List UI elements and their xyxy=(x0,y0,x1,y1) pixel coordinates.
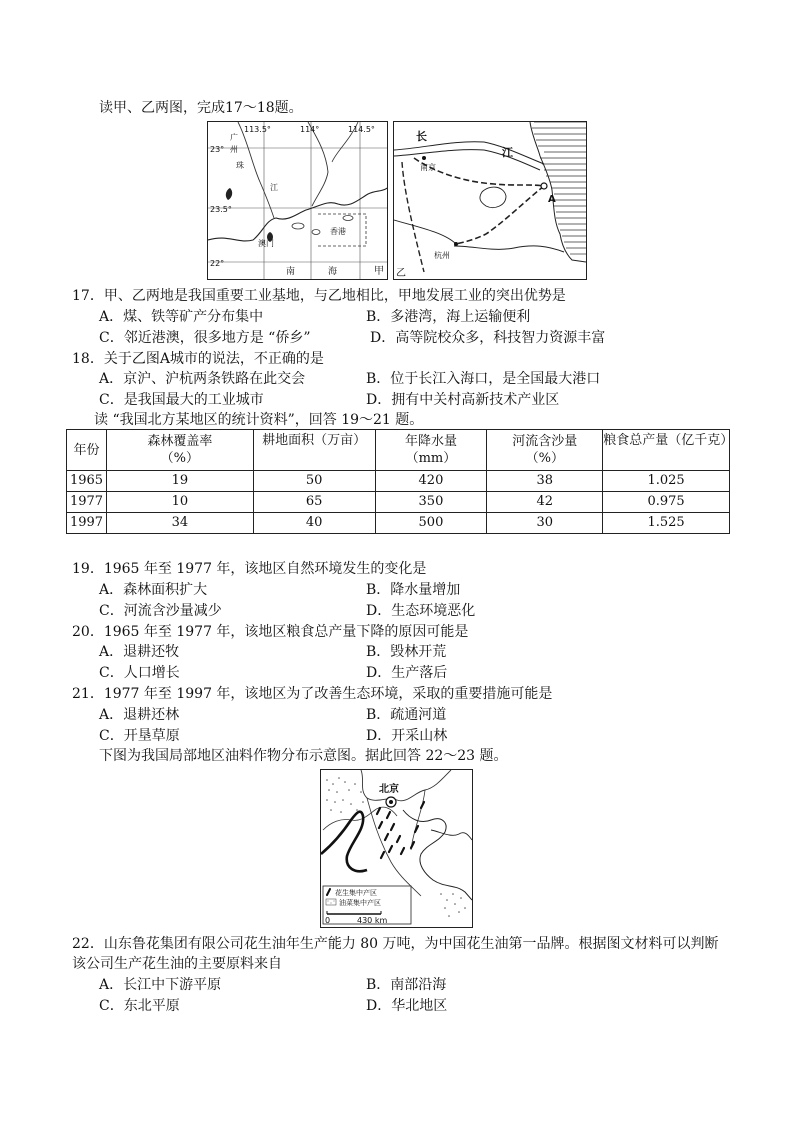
q18-stem: 18．关于乙图A城市的说法，不正确的是 xyxy=(72,351,324,367)
table-cell: 40 xyxy=(253,513,375,534)
q19-option-a[interactable]: A．森林面积扩大 xyxy=(99,582,208,598)
map-jia-lon3: 114.5° xyxy=(348,125,375,134)
q18-option-d[interactable]: D．拥有中关村高新技术产业区 xyxy=(366,392,560,408)
q21-option-a[interactable]: A．退耕还林 xyxy=(99,707,180,723)
table-cell: 420 xyxy=(375,471,487,492)
map-jia-lat1: 23° xyxy=(210,145,225,154)
table-header-row xyxy=(67,430,730,471)
q20-option-d[interactable]: D．生产落后 xyxy=(366,665,448,681)
intro-22-23: 下图为我国局部地区油料作物分布示意图。据此回答 22～23 题。 xyxy=(99,748,508,764)
table-cell: 34 xyxy=(106,513,253,534)
table-row xyxy=(67,492,730,513)
map-jia-guang: 广 xyxy=(230,133,238,142)
table-cell: 500 xyxy=(375,513,487,534)
q22-option-c[interactable]: C．东北平原 xyxy=(99,998,180,1014)
q17-option-c[interactable]: C．邻近港澳，很多地方是 “侨乡” xyxy=(99,330,311,346)
map-oil-beijing: 北京 xyxy=(379,784,399,795)
table-header-cell: 河流含沙量 （%） xyxy=(487,430,603,471)
q21-option-b[interactable]: B．疏通河道 xyxy=(366,707,447,723)
map-jia-hai: 海 xyxy=(328,267,338,277)
q19-stem: 19．1965 年至 1977 年，该地区自然环境发生的变化是 xyxy=(72,561,427,577)
map-yi-jiang: 江 xyxy=(502,146,513,159)
table-header-cell: 年份 xyxy=(67,430,107,471)
table-row xyxy=(67,513,730,534)
map-jia-zhu: 珠 xyxy=(236,161,244,170)
table-row xyxy=(67,471,730,492)
map-yi-a: A xyxy=(548,194,556,205)
map-jia-zhou: 州 xyxy=(230,145,238,154)
table-cell: 30 xyxy=(487,513,603,534)
q19-option-c[interactable]: C．河流含沙量减少 xyxy=(99,603,222,619)
map-jia-lat3: 22° xyxy=(210,259,225,268)
map-yi xyxy=(393,121,587,280)
table-cell: 38 xyxy=(487,471,603,492)
q17-option-b[interactable]: B．多港湾，海上运输便利 xyxy=(366,309,531,325)
q22-option-b[interactable]: B．南部沿海 xyxy=(366,977,447,993)
q19-option-d[interactable]: D．生态环境恶化 xyxy=(366,603,476,619)
q20-option-a[interactable]: A．退耕还牧 xyxy=(99,644,180,660)
table-cell: 10 xyxy=(106,492,253,513)
q17-option-d[interactable]: D．高等院校众多，科技智力资源丰富 xyxy=(370,330,606,346)
q22-stem-line1: 22．山东鲁花集团有限公司花生油年生产能力 80 万吨，为中国花生油第一品牌。根据图文材料可以判断 xyxy=(72,936,719,952)
q21-option-c[interactable]: C．开垦草原 xyxy=(99,728,180,744)
table-cell: 1.525 xyxy=(603,513,730,534)
table-cell: 1.025 xyxy=(603,471,730,492)
table-cell: 19 xyxy=(106,471,253,492)
table-cell: 1965 xyxy=(67,471,107,492)
q17-stem: 17．甲、乙两地是我国重要工业基地，与乙地相比，甲地发展工业的突出优势是 xyxy=(72,288,566,304)
table-cell: 50 xyxy=(253,471,375,492)
map-yi-label: 乙 xyxy=(396,268,406,279)
table-header-cell: 年降水量 （mm） xyxy=(375,430,487,471)
q17-option-a[interactable]: A．煤、铁等矿产分布集中 xyxy=(99,309,264,325)
table-header-cell: 森林覆盖率 （%） xyxy=(106,430,253,471)
map-jia-lat2: 23.5° xyxy=(210,205,232,214)
table-cell: 1997 xyxy=(67,513,107,534)
map-yi-chang: 长 xyxy=(416,130,427,143)
q20-option-b[interactable]: B．毁林开荒 xyxy=(366,644,447,660)
table-cell: 42 xyxy=(487,492,603,513)
stats-table xyxy=(66,429,734,534)
table-header-cell: 耕地面积（万亩） xyxy=(253,430,375,471)
q18-option-a[interactable]: A．京沪、沪杭两条铁路在此交会 xyxy=(99,371,306,387)
scale-value: 430 km xyxy=(357,916,388,925)
table-cell: 65 xyxy=(253,492,375,513)
map-jia-xianggang: 香港 xyxy=(330,227,346,236)
map-jia-aomen: 澳门 xyxy=(258,239,274,248)
q22-stem-line2: 该公司生产花生油的主要原料来自 xyxy=(72,956,282,972)
q21-stem: 21．1977 年至 1997 年，该地区为了改善生态环境，采取的重要措施可能是 xyxy=(72,686,553,702)
map-jia-lon2: 114° xyxy=(300,125,320,134)
q21-option-d[interactable]: D．开采山林 xyxy=(366,728,448,744)
map-jia xyxy=(207,121,388,280)
map-jia-nan: 南 xyxy=(286,267,296,277)
q20-stem: 20．1965 年至 1977 年，该地区粮食总产量下降的原因可能是 xyxy=(72,624,469,640)
legend-rapeseed-label: 油菜集中产区 xyxy=(339,899,381,907)
map-yi-hangzhou: 杭州 xyxy=(434,251,450,260)
map-jia-label: 甲 xyxy=(374,266,384,277)
q22-option-a[interactable]: A．长江中下游平原 xyxy=(99,977,222,993)
table-cell: 350 xyxy=(375,492,487,513)
legend-peanut-label: 花生集中产区 xyxy=(335,889,377,897)
intro-19-21: 读 “我国北方某地区的统计资料”，回答 19～21 题。 xyxy=(94,412,424,428)
intro-17-18: 读甲、乙两图，完成17～18题。 xyxy=(99,100,303,116)
q20-option-c[interactable]: C．人口增长 xyxy=(99,665,180,681)
q18-option-c[interactable]: C．是我国最大的工业城市 xyxy=(99,392,264,408)
q18-option-b[interactable]: B．位于长江入海口，是全国最大港口 xyxy=(366,371,601,387)
table-cell: 1977 xyxy=(67,492,107,513)
table-header-cell: 粮食总产量（亿千克） xyxy=(603,430,730,471)
q22-option-d[interactable]: D．华北地区 xyxy=(366,998,448,1014)
scale-zero: 0 xyxy=(325,916,331,925)
map-jia-lon1: 113.5° xyxy=(244,125,271,134)
q19-option-b[interactable]: B．降水量增加 xyxy=(366,582,461,598)
map-jia-jiang: 江 xyxy=(270,183,278,192)
map-yi-nanjing: 南京 xyxy=(420,163,436,172)
map-oil-crops xyxy=(320,769,473,928)
table-cell: 0.975 xyxy=(603,492,730,513)
